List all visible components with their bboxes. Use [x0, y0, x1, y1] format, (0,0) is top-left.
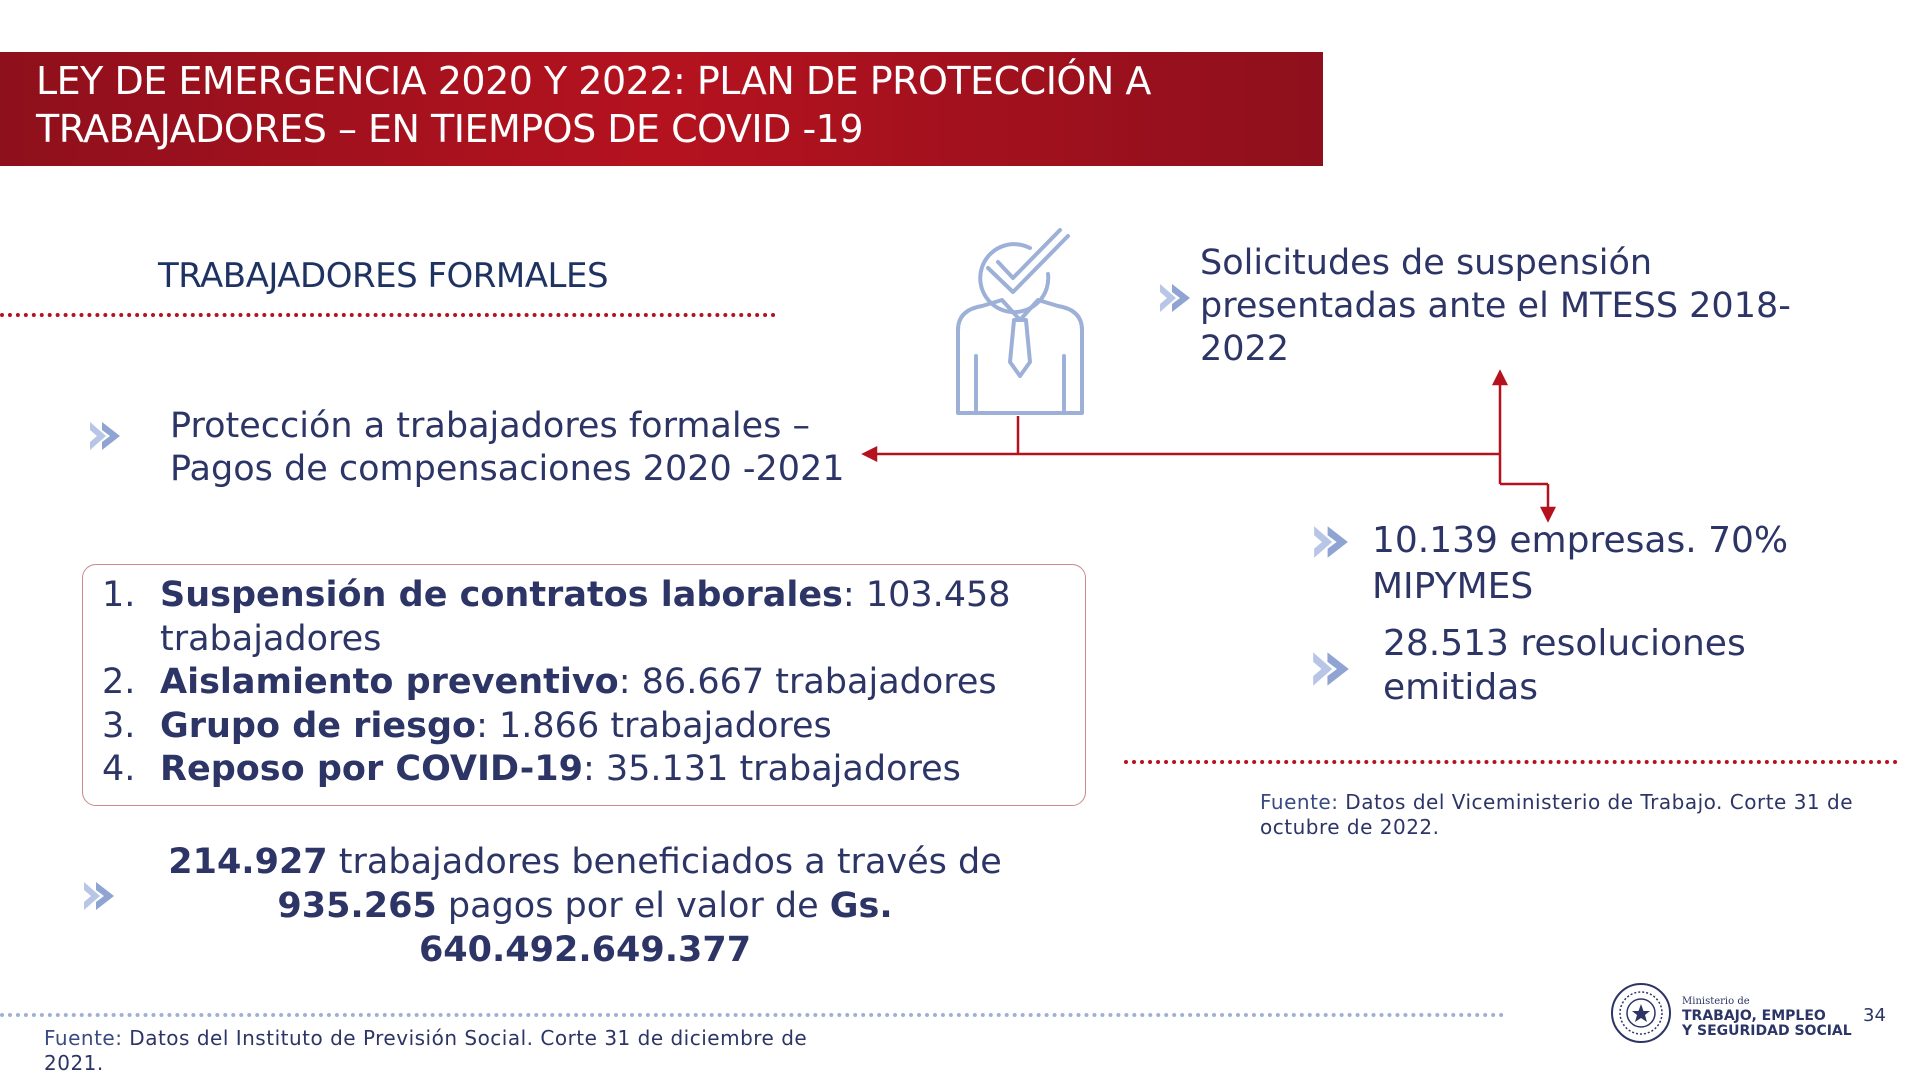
- source-text-cont: octubre de 2022.: [1260, 815, 1440, 839]
- list-value: : 86.667 trabajadores: [618, 662, 997, 702]
- list-item: [102, 705, 1082, 749]
- source-label: Fuente:: [1260, 790, 1339, 814]
- payments-amount: 640.492.649.377: [418, 930, 752, 970]
- right-divider: [1124, 760, 1898, 764]
- list-number: 4.: [102, 749, 136, 789]
- summary-text-2: pagos por el valor de: [436, 886, 830, 926]
- chevron-right-icon: [1310, 650, 1352, 688]
- title-line-1: LEY DE EMERGENCIA 2020 Y 2022: PLAN DE PROTECCIÓN A: [36, 59, 1151, 103]
- page-title: [36, 57, 1316, 153]
- resoluciones-statement: [1383, 622, 1746, 710]
- solicitudes-statement: [1200, 242, 1791, 371]
- list-value: : 35.131 trabajadores: [582, 749, 961, 789]
- title-banner: [0, 52, 1323, 166]
- beneficiaries-count: 214.927: [168, 842, 328, 882]
- payments-count: 935.265: [277, 886, 437, 926]
- page-number: 34: [1863, 1005, 1886, 1026]
- list-value: : 1.866 trabajadores: [476, 705, 832, 746]
- ministry-small: Ministerio de: [1682, 996, 1750, 1007]
- ministry-line-1: TRABAJO, EMPLEO: [1682, 1008, 1826, 1024]
- list-label: Grupo de riesgo: [160, 705, 477, 746]
- list-value: : 103.458: [842, 575, 1011, 615]
- solicitudes-line-3: 2022: [1200, 329, 1290, 369]
- solicitudes-line-2: presentadas ante el MTESS 2018-: [1200, 286, 1791, 326]
- chevron-right-icon: [1310, 524, 1352, 560]
- list-number: 3.: [102, 705, 136, 746]
- summary-statement: [130, 840, 1040, 972]
- resoluciones-line-2: emitidas: [1383, 667, 1539, 708]
- solicitudes-line-1: Solicitudes de suspensión: [1200, 243, 1653, 283]
- empresas-line-1: 10.139 empresas. 70%: [1372, 520, 1789, 561]
- protection-line-2: Pagos de compensaciones 2020 -2021: [170, 449, 845, 489]
- protection-line-1: Protección a trabajadores formales –: [170, 406, 810, 446]
- heading-divider: [0, 313, 776, 317]
- benefits-list: [102, 574, 1082, 792]
- section-heading: TRABAJADORES FORMALES: [158, 256, 609, 296]
- list-label: Aislamiento preventivo: [160, 662, 619, 702]
- empresas-statement: [1372, 518, 1788, 610]
- source-note-right: [1260, 790, 1916, 840]
- footer-divider: [0, 1013, 1505, 1017]
- source-text: Datos del Instituto de Previsión Social. Corte 31 de diciembre de: [122, 1026, 808, 1050]
- list-value-cont: trabajadores: [160, 618, 382, 659]
- source-note-left: [44, 1026, 824, 1076]
- list-label: Suspensión de contratos laborales: [160, 575, 843, 615]
- connector-arrows: [860, 368, 1560, 528]
- chevron-right-icon: [1158, 282, 1192, 314]
- title-line-2: TRABAJADORES – EN TIEMPOS DE COVID -19: [36, 107, 864, 151]
- ministry-line-2: Y SEGURIDAD SOCIAL: [1682, 1023, 1852, 1039]
- list-number: 2.: [102, 662, 136, 702]
- summary-text-1: trabajadores beneficiados a través de: [327, 842, 1002, 882]
- list-item: [102, 661, 1082, 705]
- ministry-logo-text: [1682, 994, 1852, 1039]
- chevron-right-icon: [82, 880, 116, 912]
- source-label: Fuente:: [44, 1026, 123, 1050]
- currency-label: Gs.: [829, 886, 893, 926]
- empresas-line-2: MIPYMES: [1372, 566, 1534, 607]
- source-text: Datos del Viceministerio de Trabajo. Corte 31 de: [1338, 790, 1854, 814]
- list-number: 1.: [102, 575, 136, 615]
- list-item: [102, 574, 1082, 661]
- protection-statement: [170, 405, 845, 491]
- list-item: [102, 748, 1082, 792]
- resoluciones-line-1: 28.513 resoluciones: [1383, 623, 1746, 664]
- chevron-right-icon: [88, 420, 122, 452]
- government-seal-icon: [1610, 982, 1672, 1044]
- list-label: Reposo por COVID-19: [160, 749, 583, 789]
- source-text-cont: 2021.: [44, 1051, 104, 1075]
